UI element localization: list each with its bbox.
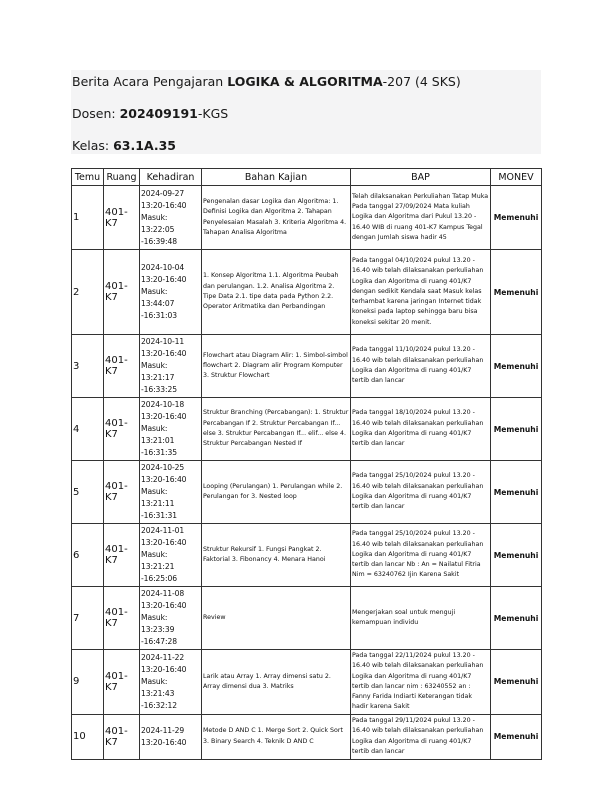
cell-monev: Memenuhi bbox=[491, 587, 542, 650]
kehadiran-line: 2024-10-04 bbox=[141, 263, 185, 272]
cell-kehadiran bbox=[140, 461, 202, 524]
cell-monev: Memenuhi bbox=[491, 714, 542, 759]
cell-temu: 2 bbox=[72, 250, 104, 335]
class-line bbox=[72, 138, 176, 153]
table-row bbox=[72, 587, 542, 650]
kehadiran-line: Masuk: 13:21:43 bbox=[141, 676, 175, 698]
class-label: Kelas: bbox=[72, 138, 114, 153]
kehadiran-line: 13:20-16:40 bbox=[141, 275, 187, 284]
cell-kehadiran bbox=[140, 650, 202, 715]
cell-bahan-kajian: Struktur Branching (Percabangan): 1. Struktur Percabangan If 2. Struktur Percabangan If... else 3. Struktur Percabangan If... elif... else 4. Struktur Percabangan Nested If bbox=[202, 398, 351, 461]
kehadiran-line: Masuk: 13:21:21 bbox=[141, 550, 175, 571]
course-code: -207 (4 SKS) bbox=[382, 74, 461, 89]
cell-bap: Telah dilaksanakan Perkuliahan Tatap Muka Pada tanggal 27/09/2024 Mata kuliah Logika dan Algoritma dari Pukul 13.20 - 16.40 WIB di ruang 401-K7 Kampus Tegal dengan Jumlah siswa hadir 45 bbox=[351, 186, 491, 250]
kehadiran-line: -16:32:12 bbox=[141, 700, 177, 710]
kehadiran-line: 2024-11-01 bbox=[141, 526, 185, 535]
table-header-row bbox=[72, 169, 542, 186]
kehadiran-line: Masuk: 13:23:39 bbox=[141, 613, 175, 634]
kehadiran-line: 13:20-16:40 bbox=[141, 664, 187, 674]
cell-temu: 3 bbox=[72, 335, 104, 398]
kehadiran-line: 13:20-16:40 bbox=[141, 412, 187, 421]
cell-temu: 9 bbox=[72, 650, 104, 715]
cell-kehadiran bbox=[140, 524, 202, 587]
cell-ruang: 401-K7 bbox=[104, 714, 140, 759]
cell-temu: 6 bbox=[72, 524, 104, 587]
table-row bbox=[72, 250, 542, 335]
cell-bap: Mengerjakan soal untuk menguji kemampuan individu bbox=[351, 587, 491, 650]
cell-bap: Pada tanggal 11/10/2024 pukul 13.20 - 16.40 wib telah dilaksanakan perkuliahan Logika dan Algoritma di ruang 401/K7 tertib dan lancar bbox=[351, 335, 491, 398]
kehadiran-line: 2024-10-25 bbox=[141, 463, 185, 472]
kehadiran-line: Masuk: 13:21:17 bbox=[141, 361, 175, 382]
cell-bahan-kajian: Looping (Perulangan) 1. Perulangan while 2. Perulangan for 3. Nested loop bbox=[202, 461, 351, 524]
kehadiran-line: 2024-11-08 bbox=[141, 589, 185, 598]
lecturer-line bbox=[72, 106, 228, 121]
table-row bbox=[72, 714, 542, 759]
cell-temu: 4 bbox=[72, 398, 104, 461]
cell-ruang: 401-K7 bbox=[104, 335, 140, 398]
cell-monev: Memenuhi bbox=[491, 650, 542, 715]
kehadiran-line: -16:25:06 bbox=[141, 574, 177, 583]
kehadiran-line: 13:20-16:40 bbox=[141, 601, 187, 610]
course-name: LOGIKA & ALGORITMA bbox=[227, 74, 383, 89]
cell-bap: Pada tanggal 22/11/2024 pukul 13.20 - 16.40 wib telah dilaksanakan perkuliahan Logika dan Algoritma di ruang 401/K7 tertib dan lancar nim : 63240552 an : Fanny Farida Indiarti Keterangan tidak hadir karena Sakit bbox=[351, 650, 491, 715]
cell-monev: Memenuhi bbox=[491, 335, 542, 398]
cell-temu: 1 bbox=[72, 186, 104, 250]
kehadiran-line: -16:31:35 bbox=[141, 448, 177, 457]
col-header-monev: MONEV bbox=[491, 169, 542, 186]
cell-bahan-kajian: 1. Konsep Algoritma 1.1. Algoritma Peubah dan perulangan. 1.2. Analisa Algoritma 2. Tipe Data 2.1. tipe data pada Python 2.2. Operator Aritmatika dan Perbandingan bbox=[202, 250, 351, 335]
document-header bbox=[71, 70, 541, 154]
cell-ruang: 401-K7 bbox=[104, 186, 140, 250]
cell-kehadiran bbox=[140, 335, 202, 398]
cell-monev: Memenuhi bbox=[491, 524, 542, 587]
kehadiran-line: Masuk: 13:44:07 bbox=[141, 287, 175, 308]
kehadiran-line: -16:47:28 bbox=[141, 637, 177, 646]
cell-monev: Memenuhi bbox=[491, 398, 542, 461]
table-row bbox=[72, 461, 542, 524]
cell-kehadiran bbox=[140, 714, 202, 759]
kehadiran-line: Masuk: 13:22:05 bbox=[141, 212, 175, 234]
kehadiran-line: 2024-11-22 bbox=[141, 652, 185, 662]
lecturer-code: -KGS bbox=[197, 106, 229, 121]
class-value: 63.1A.35 bbox=[113, 138, 176, 153]
kehadiran-line: -16:33:25 bbox=[141, 385, 177, 394]
cell-bahan-kajian: Metode D AND C 1. Merge Sort 2. Quick Sort 3. Binary Search 4. Teknik D AND C bbox=[202, 714, 351, 759]
cell-ruang: 401-K7 bbox=[104, 250, 140, 335]
cell-bap: Pada tanggal 18/10/2024 pukul 13.20 - 16.40 wib telah dilaksanakan perkuliahan Logika dan Algoritma di ruang 401/K7 tertib dan lancar bbox=[351, 398, 491, 461]
kehadiran-line: 2024-10-18 bbox=[141, 400, 185, 409]
cell-bap: Pada tanggal 29/11/2024 pukul 13.20 - 16.40 wib telah dilaksanakan perkuliahan Logika dan Algoritma di ruang 401/K7 tertib dan lancar bbox=[351, 714, 491, 759]
kehadiran-line: 13:20-16:40 bbox=[141, 349, 187, 358]
kehadiran-line: 13:20-16:40 bbox=[141, 538, 187, 547]
cell-bahan-kajian: Review bbox=[202, 587, 351, 650]
table-row bbox=[72, 186, 542, 250]
table-row bbox=[72, 398, 542, 461]
cell-temu: 7 bbox=[72, 587, 104, 650]
cell-ruang: 401-K7 bbox=[104, 461, 140, 524]
table-row bbox=[72, 650, 542, 715]
kehadiran-line: Masuk: 13:21:01 bbox=[141, 424, 175, 445]
kehadiran-line: -16:39:48 bbox=[141, 236, 177, 246]
cell-ruang: 401-K7 bbox=[104, 650, 140, 715]
cell-kehadiran bbox=[140, 186, 202, 250]
col-header-bahan-kajian: Bahan Kajian bbox=[202, 169, 351, 186]
cell-bahan-kajian: Larik atau Array 1. Array dimensi satu 2. Array dimensi dua 3. Matriks bbox=[202, 650, 351, 715]
cell-temu: 5 bbox=[72, 461, 104, 524]
kehadiran-line: 13:20-16:40 bbox=[141, 200, 187, 210]
kehadiran-line: 13:20-16:40 bbox=[141, 737, 187, 747]
kehadiran-line: -16:31:31 bbox=[141, 511, 177, 520]
kehadiran-line: 13:20-16:40 bbox=[141, 475, 187, 484]
course-title-line bbox=[72, 74, 461, 89]
cell-bahan-kajian: Flowchart atau Diagram Alir: 1. Simbol-simbol flowchart 2. Diagram alir Program Komputer 3. Struktur Flowchart bbox=[202, 335, 351, 398]
cell-kehadiran bbox=[140, 250, 202, 335]
attendance-table bbox=[71, 168, 542, 760]
cell-kehadiran bbox=[140, 587, 202, 650]
cell-bap: Pada tanggal 04/10/2024 pukul 13.20 - 16.40 wib telah dilaksanakan perkuliahan Logika dan Algoritma di ruang 401/K7 dengan sedikit Kendala saat Masuk kelas terhambat karena jaringan Internet tidak koneksi pada laptop sehingga baru bisa koneksi sekitar 20 menit. bbox=[351, 250, 491, 335]
cell-bahan-kajian: Pengenalan dasar Logika dan Algoritma: 1. Definisi Logika dan Algoritma 2. Tahapan Penyelesaian Masalah 3. Kriteria Algoritma 4. Tahapan Analisa Algoritma bbox=[202, 186, 351, 250]
cell-bap: Pada tanggal 25/10/2024 pukul 13.20 - 16.40 wib telah dilaksanakan perkuliahan Logika dan Algoritma di ruang 401/K7 tertib dan lancar Nb : An = Nailatul Fitria Nim = 63240762 Ijin Karena Sakit bbox=[351, 524, 491, 587]
course-title-prefix: Berita Acara Pengajaran bbox=[72, 74, 228, 89]
col-header-kehadiran: Kehadiran bbox=[140, 169, 202, 186]
cell-kehadiran bbox=[140, 398, 202, 461]
cell-bahan-kajian: Struktur Rekursif 1. Fungsi Pangkat 2. Faktorial 3. Fibonancy 4. Menara Hanoi bbox=[202, 524, 351, 587]
kehadiran-line: 2024-09-27 bbox=[141, 188, 185, 198]
cell-monev: Memenuhi bbox=[491, 186, 542, 250]
table-row bbox=[72, 524, 542, 587]
kehadiran-line: 2024-10-11 bbox=[141, 337, 185, 346]
lecturer-label: Dosen: bbox=[72, 106, 120, 121]
cell-monev: Memenuhi bbox=[491, 250, 542, 335]
cell-temu: 10 bbox=[72, 714, 104, 759]
cell-ruang: 401-K7 bbox=[104, 524, 140, 587]
kehadiran-line: -16:31:03 bbox=[141, 311, 177, 320]
cell-bap: Pada tanggal 25/10/2024 pukul 13.20 - 16.40 wib telah dilaksanakan perkuliahan Logika dan Algoritma di ruang 401/K7 tertib dan lancar bbox=[351, 461, 491, 524]
col-header-bap: BAP bbox=[351, 169, 491, 186]
col-header-ruang: Ruang bbox=[104, 169, 140, 186]
lecturer-id: 202409191 bbox=[119, 106, 198, 121]
table-row bbox=[72, 335, 542, 398]
cell-ruang: 401-K7 bbox=[104, 587, 140, 650]
cell-monev: Memenuhi bbox=[491, 461, 542, 524]
col-header-temu: Temu bbox=[72, 169, 104, 186]
kehadiran-line: 2024-11-29 bbox=[141, 725, 185, 735]
cell-ruang: 401-K7 bbox=[104, 398, 140, 461]
kehadiran-line: Masuk: 13:21:11 bbox=[141, 487, 175, 508]
